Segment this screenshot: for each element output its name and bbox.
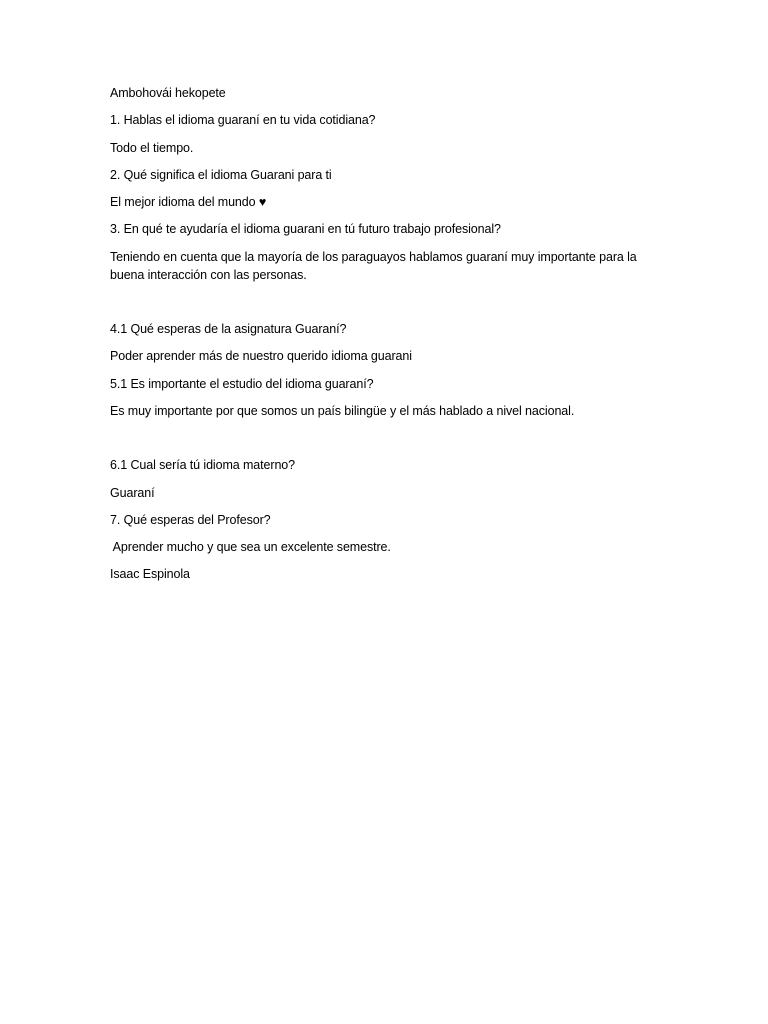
- answer-5: Es muy importante por que somos un país bilingüe y el más hablado a nivel nacional.: [110, 403, 575, 418]
- paragraph-spacer: [110, 429, 670, 456]
- question-2: 2. Qué significa el idioma Guarani para ti: [110, 167, 332, 182]
- answer-7: Aprender mucho y que sea un excelente semestre.: [110, 540, 391, 555]
- signature: Isaac Espinola: [110, 567, 190, 582]
- answer-4: Poder aprender más de nuestro querido idioma guarani: [110, 349, 412, 364]
- question-3: 3. En qué te ayudaría el idioma guarani en tú futuro trabajo profesional?: [110, 222, 501, 237]
- question-5: 5.1 Es importante el estudio del idioma guaraní?: [110, 376, 374, 391]
- paragraph-spacer: [110, 293, 670, 320]
- question-1: 1. Hablas el idioma guaraní en tu vida cotidiana?: [110, 113, 376, 128]
- answer-2: El mejor idioma del mundo ♥: [110, 195, 267, 210]
- answer-6: Guaraní: [110, 485, 155, 500]
- question-4: 4.1 Qué esperas de la asignatura Guaraní?: [110, 322, 347, 337]
- document-body: [110, 84, 670, 593]
- question-7: 7. Qué esperas del Profesor?: [110, 512, 271, 527]
- answer-3: Teniendo en cuenta que la mayoría de los paraguayos hablamos guaraní muy importante para la buena interacción con las personas.: [110, 249, 637, 282]
- question-6: 6.1 Cual sería tú idioma materno?: [110, 458, 295, 473]
- answer-1: Todo el tiempo.: [110, 140, 194, 155]
- document-title: Ambohovái hekopete: [110, 86, 226, 100]
